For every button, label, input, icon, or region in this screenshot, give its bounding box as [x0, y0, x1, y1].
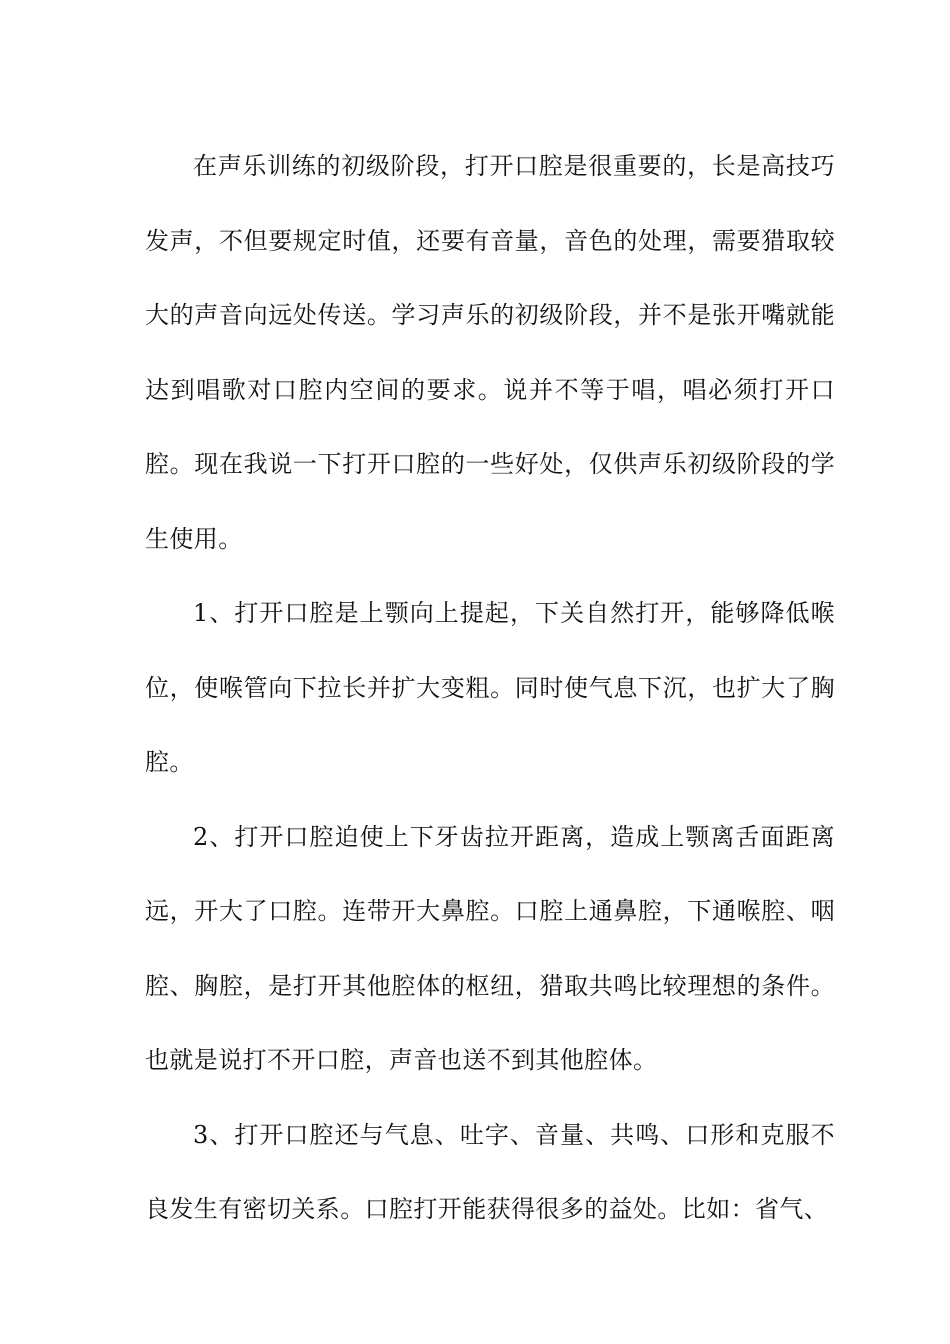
paragraph-point-3: 3、打开口腔还与气息、吐字、音量、共鸣、口形和克服不良发生有密切关系。口腔打开能获得很多的益处。比如：省气、	[145, 1120, 835, 1223]
paragraph-intro: 在声乐训练的初级阶段，打开口腔是很重要的，长是高技巧发声，不但要规定时值，还要有音量，音色的处理，需要猎取较大的声音向远处传送。学习声乐的初级阶段，并不是张开嘴就能达到唱歌对口腔内空间的要求。说并不等于唱，唱必须打开口腔。现在我说一下打开口腔的一些好处，仅供声乐初级阶段的学生使用。	[145, 152, 835, 553]
document-body	[145, 129, 835, 1247]
paragraph-point-2: 2、打开口腔迫使上下牙齿拉开距离，造成上颚离舌面距离远，开大了口腔。连带开大鼻腔。口腔上通鼻腔，下通喉腔、咽腔、胸腔，是打开其他腔体的枢纽，猎取共鸣比较理想的条件。也就是说打不开口腔，声音也送不到其他腔体。	[145, 822, 835, 1074]
paragraph-point-1: 1、打开口腔是上颚向上提起，下关自然打开，能够降低喉位，使喉管向下拉长并扩大变粗。同时使气息下沉，也扩大了胸腔。	[145, 599, 835, 776]
